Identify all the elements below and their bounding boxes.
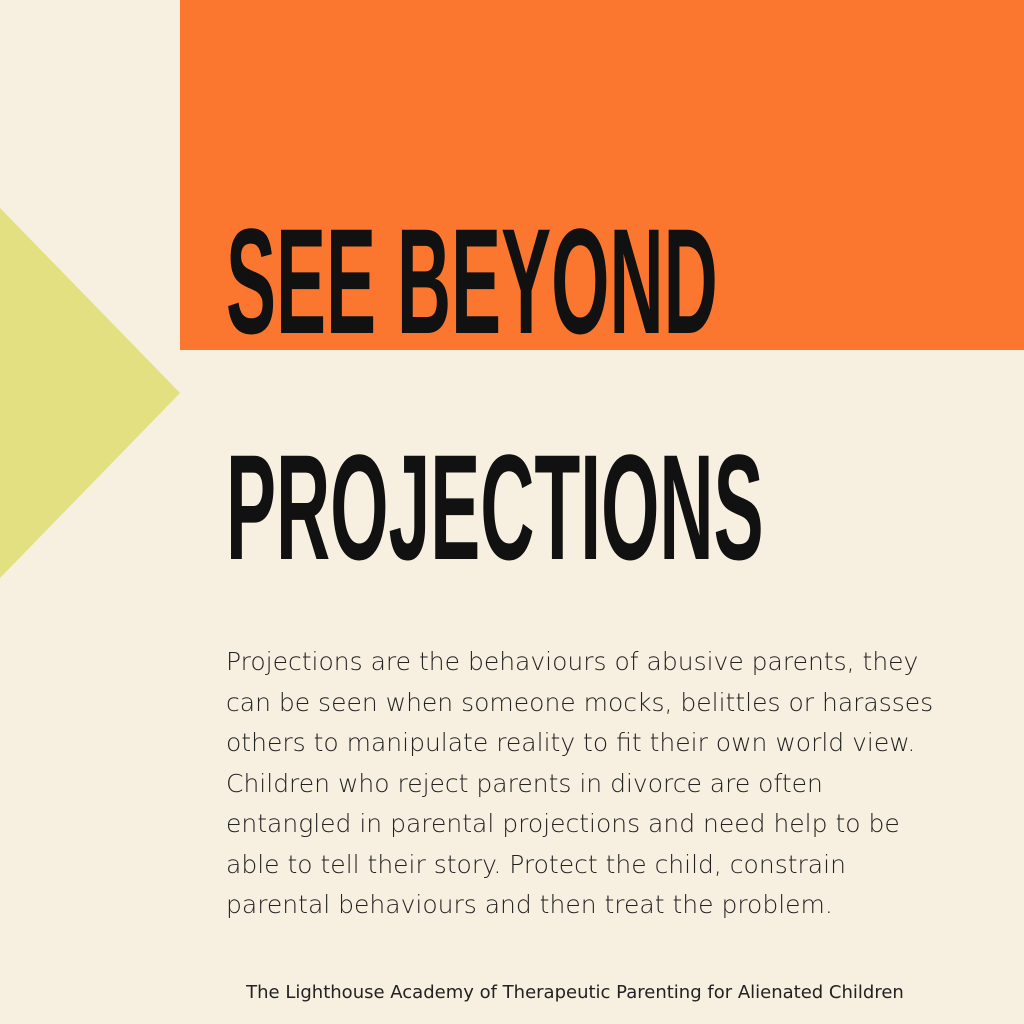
green-triangle-shape xyxy=(0,208,180,578)
headline-line-2: PROJECTIONS xyxy=(226,423,764,591)
headline-line-1: SEE BEYOND xyxy=(226,197,718,365)
headline xyxy=(226,168,764,620)
body-paragraph: Projections are the behaviours of abusive parents, they can be seen when someone mocks, belittles or harasses others to manipulate reality to fit their own world view. Children who reject parents in divorce are often entangled in parental projections and need help to be able to tell their story. Protect the child, constrain parental behaviours and then treat the problem. xyxy=(226,647,934,919)
footer-organization: The Lighthouse Academy of Therapeutic Parenting for Alienated Children xyxy=(246,982,904,1003)
